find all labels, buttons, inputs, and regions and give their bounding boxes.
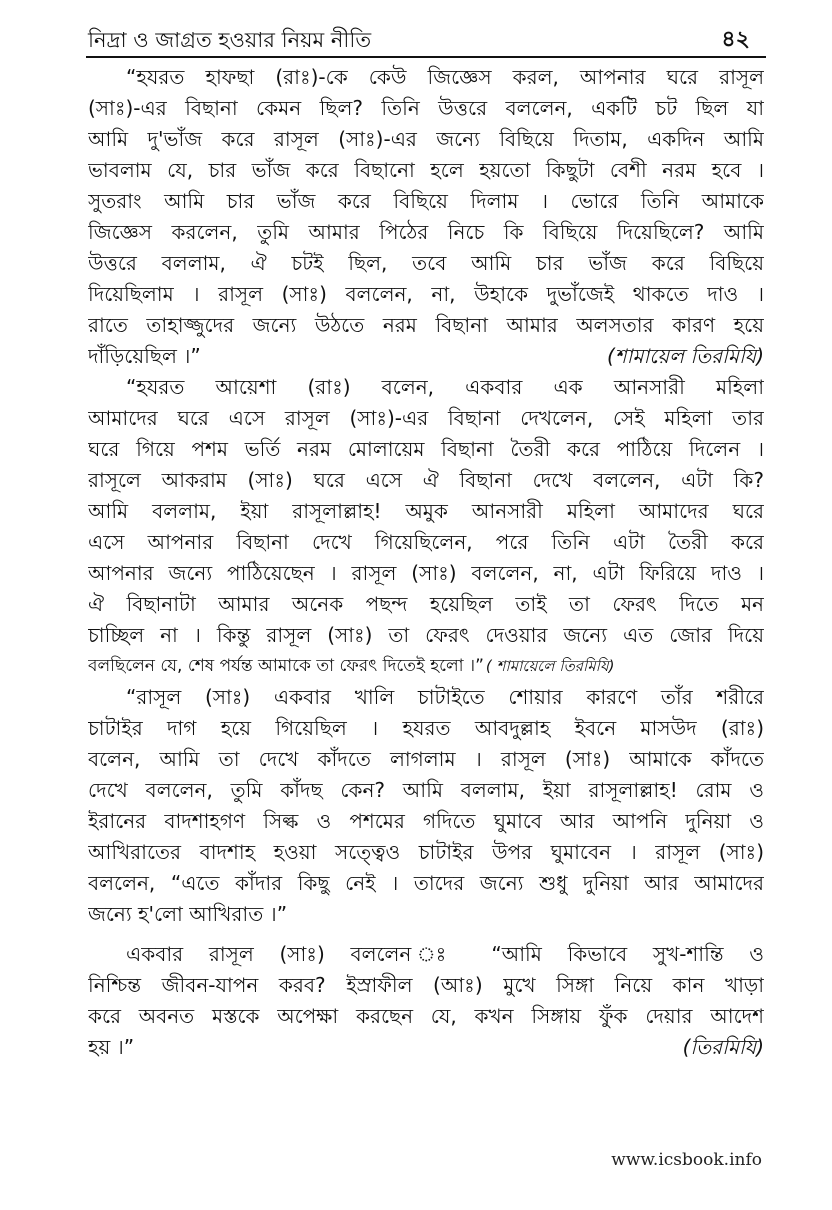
line-text: দিয়েছিলাম । রাসূল (সাঃ) বললেন, না, উহাকে দুভাঁজেই থাকতে দাও । (88, 282, 764, 306)
text-line (88, 651, 764, 682)
text-line (88, 155, 764, 186)
text-line (88, 868, 764, 899)
line-text: ভাবলাম যে, চার ভাঁজ করে বিছানো হলে হয়তো কিছুটা বেশী নরম হবে । (88, 158, 764, 182)
line-text: ঘরে গিয়ে পশম ভর্তি নরম মোলায়েম বিছানা তৈরী করে পাঠিয়ে দিলেন । (88, 437, 764, 461)
running-header (88, 22, 764, 54)
text-line (88, 682, 764, 713)
text-line (88, 434, 764, 465)
line-text: উত্তরে বললাম, ঐ চটই ছিল, তবে আমি চার ভাঁজ করে বিছিয়ে (88, 251, 764, 275)
text-line (88, 527, 764, 558)
text-line (88, 1001, 764, 1032)
text-line (88, 124, 764, 155)
line-text: আখিরাতের বাদশাহ হওয়া সত্ত্বেও চাটাইর উপর ঘুমাবেন । রাসূল (সাঃ) (88, 840, 764, 864)
line-text: দাঁড়িয়েছিল ।” (88, 344, 201, 368)
text-line (88, 713, 764, 744)
text-line (88, 1032, 764, 1063)
text-line (88, 248, 764, 279)
text-line (88, 837, 764, 868)
text-line (88, 775, 764, 806)
line-text: চাচ্ছিল না । কিন্তু রাসূল (সাঃ) তা ফেরৎ দেওয়ার জন্যে এত জোর দিয়ে (88, 623, 764, 647)
paragraph (88, 372, 764, 682)
text-line (88, 496, 764, 527)
line-text: ইরানের বাদশাহগণ সিল্ক ও পশমের গদিতে ঘুমাবে আর আপনি দুনিয়া ও (88, 809, 764, 833)
text-line (88, 341, 764, 372)
line-text: হয় ।” (88, 1035, 135, 1059)
line-text: রাতে তাহাজ্জুদের জন্যে উঠতে নরম বিছানা আমার অলসতার কারণ হয়ে (88, 313, 764, 337)
header-rule (86, 56, 766, 58)
line-text: একবার রাসূল (সাঃ) বললেন ঃ “আমি কিভাবে সুখ-শান্তি ও (126, 942, 764, 966)
text-line (88, 372, 764, 403)
text-line (88, 589, 764, 620)
text-line (88, 62, 764, 93)
paragraph (88, 682, 764, 930)
source-citation: (শামায়েল তিরমিযি) (606, 344, 764, 368)
text-line (88, 403, 764, 434)
text-line (88, 899, 764, 930)
text-line (88, 558, 764, 589)
line-text: নিশ্চিন্ত জীবন-যাপন করব? ইস্রাফীল (আঃ) মুখে সিঙ্গা নিয়ে কান খাড়া (88, 973, 764, 997)
line-text: জিজ্ঞেস করলেন, তুমি আমার পিঠের নিচে কি বিছিয়ে দিয়েছিলে? আমি (88, 220, 764, 244)
line-text: সুতরাং আমি চার ভাঁজ করে বিছিয়ে দিলাম । ভোরে তিনি আমাকে (88, 189, 764, 213)
line-text: এসে আপনার বিছানা দেখে গিয়েছিলেন, পরে তিনি এটা তৈরী করে (88, 530, 764, 554)
line-text: চাটাইর দাগ হয়ে গিয়েছিল । হযরত আবদুল্লাহ ইবনে মাসউদ (রাঃ) (88, 716, 764, 740)
line-text: “হযরত হাফছা (রাঃ)-কে কেউ জিজ্ঞেস করল, আপনার ঘরে রাসূল (126, 65, 764, 89)
text-line (88, 744, 764, 775)
text-line (88, 310, 764, 341)
text-line (88, 806, 764, 837)
paragraph (88, 62, 764, 372)
line-text: (সাঃ)-এর বিছানা কেমন ছিল? তিনি উত্তরে বললেন, একটি চট ছিল যা (88, 96, 764, 120)
page-body (88, 62, 764, 1063)
line-text: “হযরত আয়েশা (রাঃ) বলেন, একবার এক আনসারী মহিলা (126, 375, 764, 399)
text-line (88, 93, 764, 124)
line-text: করে অবনত মস্তকে অপেক্ষা করছেন যে, কখন সিঙ্গায় ফুঁক দেয়ার আদেশ (88, 1004, 764, 1028)
text-line (88, 465, 764, 496)
text-line (88, 279, 764, 310)
line-text: আমি বললাম, ইয়া রাসূলাল্লাহ! অমুক আনসারী মহিলা আমাদের ঘরে (88, 499, 764, 523)
line-text: রাসূলে আকরাম (সাঃ) ঘরে এসে ঐ বিছানা দেখে বললেন, এটা কি? (88, 468, 764, 492)
line-text: “রাসূল (সাঃ) একবার খালি চাটাইতে শোয়ার কারণে তাঁর শরীরে (126, 685, 764, 709)
source-citation: (তিরমিযি) (682, 1035, 764, 1059)
line-text: আমাদের ঘরে এসে রাসূল (সাঃ)-এর বিছানা দেখলেন, সেই মহিলা তার (88, 406, 764, 430)
line-text: ঐ বিছানাটা আমার অনেক পছন্দ হয়েছিল তাই তা ফেরৎ দিতে মন (88, 592, 764, 616)
text-line (88, 217, 764, 248)
line-text: বললেন, “এতে কাঁদার কিছু নেই । তাদের জন্যে শুধু দুনিয়া আর আমাদের (88, 871, 764, 895)
line-text: দেখে বললেন, তুমি কাঁদছ কেন? আমি বললাম, ইয়া রাসূলাল্লাহ! রোম ও (88, 778, 764, 802)
text-line (88, 939, 764, 970)
line-text: জন্যে হ'লো আখিরাত ।” (88, 902, 288, 926)
line-text: বলছিলেন যে, শেষ পর্যন্ত আমাকে তা ফেরৎ দিতেই হলো ।” (88, 656, 484, 676)
paragraph (88, 939, 764, 1063)
line-text: বলেন, আমি তা দেখে কাঁদতে লাগলাম । রাসূল (সাঃ) আমাকে কাঁদতে (88, 747, 764, 771)
chapter-title: নিদ্রা ও জাগ্রত হওয়ার নিয়ম নীতি (88, 28, 372, 52)
page-number: ৪২ (721, 27, 750, 52)
line-text: আপনার জন্যে পাঠিয়েছেন । রাসূল (সাঃ) বললেন, না, এটা ফিরিয়ে দাও । (88, 561, 764, 585)
text-line (88, 620, 764, 651)
source-citation: ( শামায়েলে তিরমিযি) (485, 657, 615, 675)
text-line (88, 186, 764, 217)
text-line (88, 970, 764, 1001)
line-text: আমি দু'ভাঁজ করে রাসূল (সাঃ)-এর জন্যে বিছিয়ে দিতাম, একদিন আমি (88, 127, 764, 151)
website-footer: www.icsbook.info (611, 1150, 762, 1170)
